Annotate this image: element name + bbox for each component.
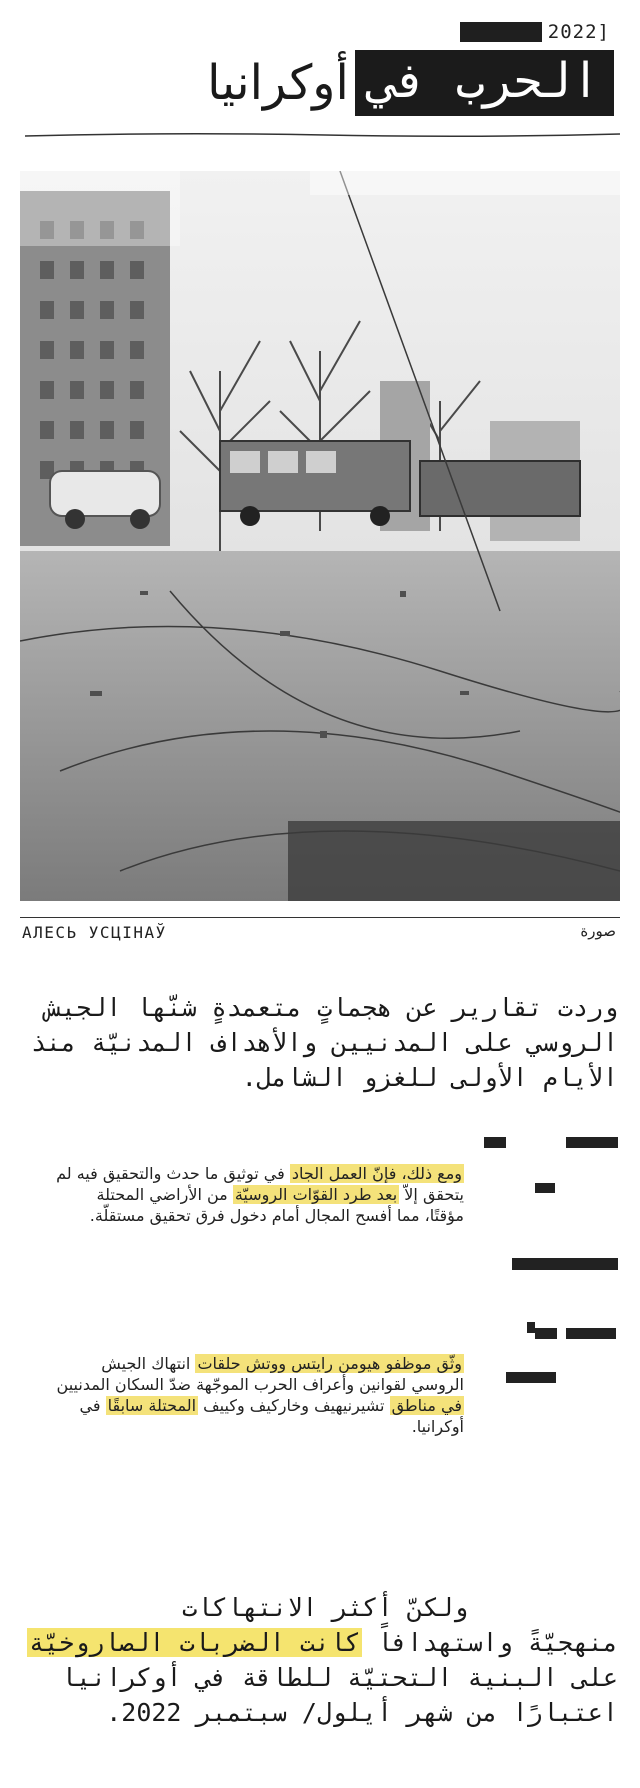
text-span: في أوكرانيا. bbox=[79, 1396, 464, 1436]
redaction-bar bbox=[460, 22, 542, 42]
photo-credit-label: صورة bbox=[580, 922, 616, 940]
redaction-bar bbox=[512, 1258, 618, 1270]
text-span: من الأراضي المحتلة مؤقتًا، مما أفسح المجال أمام دخول فرق تحقيق مستقلّة. bbox=[89, 1185, 464, 1225]
highlight: بعد طرد القوّات الروسيّة bbox=[234, 1185, 398, 1204]
lead-paragraph: وردت تقارير عن هجماتٍ متعمدةٍ شنّها الجيش الروسي على المدنيين والأهداف المدنيّة منذ الأيام الأولى للغزو الشامل. bbox=[31, 993, 618, 1092]
closing-paragraph bbox=[18, 1590, 618, 1730]
date-label: 2022] bbox=[547, 21, 610, 43]
highlight: وثّق موظفو هيومن رايتس ووتش حلقات bbox=[197, 1354, 462, 1373]
hero-photo bbox=[20, 171, 620, 901]
closing-lead: ولكنّ أكثر الانتهاكات bbox=[182, 1593, 468, 1622]
photo-overlay bbox=[20, 171, 180, 246]
text-span: منهجيّةً واستهدافاً bbox=[362, 1628, 618, 1657]
redaction-bar bbox=[535, 1183, 555, 1193]
caption-divider bbox=[20, 917, 620, 918]
title-highlighted: الحرب في bbox=[355, 50, 614, 116]
body-paragraph-2 bbox=[54, 1353, 464, 1437]
redaction-bar bbox=[484, 1137, 506, 1148]
photo-credit-name: АЛЕСЬ УСЦІНАЎ bbox=[22, 923, 167, 942]
photo-overlay bbox=[310, 171, 620, 195]
redaction-bar bbox=[527, 1322, 535, 1333]
title-rest: أوكرانيا bbox=[207, 55, 349, 111]
redaction-bar bbox=[566, 1137, 618, 1148]
page-title bbox=[207, 50, 614, 116]
war-damaged-street-photo-icon bbox=[20, 171, 620, 901]
redaction-bar bbox=[506, 1372, 556, 1383]
body-paragraph-1 bbox=[54, 1163, 464, 1226]
redaction-bar bbox=[535, 1328, 557, 1339]
title-underline bbox=[25, 130, 620, 140]
text-span: انتهاك الجيش الروسي لقوانين وأعراف الحرب الموجّهة ضدّ السكان المدنيين bbox=[56, 1354, 464, 1394]
redaction-bar bbox=[566, 1328, 616, 1339]
highlight: ومع ذلك، فإنّ العمل الجاد bbox=[291, 1164, 462, 1183]
highlight: المحتلة سابقًا bbox=[107, 1396, 197, 1415]
date-line bbox=[460, 20, 610, 44]
highlight: كانت الضربات الصاروخيّة bbox=[28, 1628, 361, 1657]
text-span: في توثيق ما حدث والتحقيق فيه لم يتحقق إلاّ bbox=[56, 1164, 464, 1204]
photo-overlay bbox=[288, 821, 620, 901]
highlight: في مناطق bbox=[391, 1396, 462, 1415]
text-span: على البنية التحتيّة للطاقة في أوكرانيا اعتبارًا من شهر أيلول/ سبتمبر 2022. bbox=[61, 1663, 618, 1727]
text-span: تشيرنيهيف وخاركيف وكييف bbox=[198, 1396, 390, 1415]
